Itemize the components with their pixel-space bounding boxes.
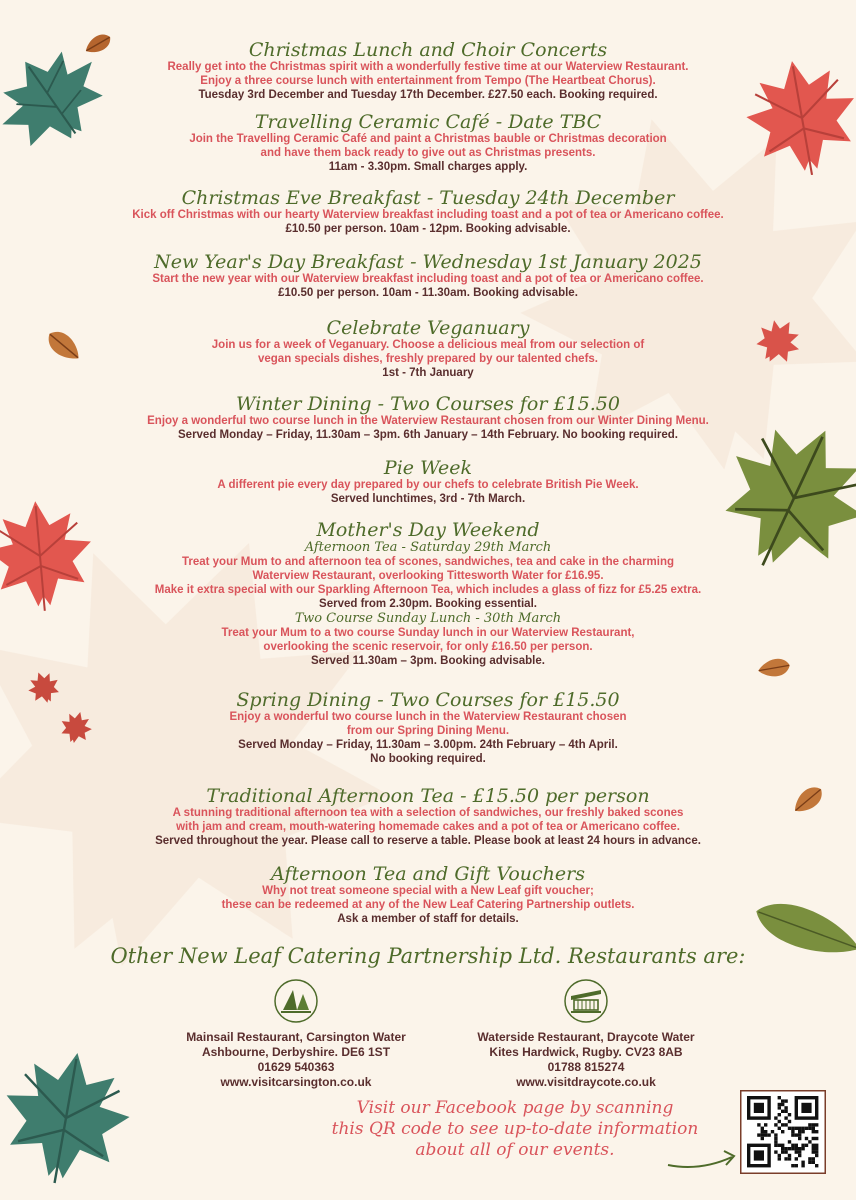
event-details: Tuesday 3rd December and Tuesday 17th December. £27.50 each. Booking required. bbox=[198, 89, 658, 101]
event-description: Treat your Mum to and afternoon tea of scones, sandwiches, tea and cake in the charming bbox=[181, 556, 675, 568]
facebook-line: about all of our events. bbox=[415, 1140, 615, 1160]
event-subtitle: Afternoon Tea - Saturday 29th March bbox=[304, 540, 552, 555]
event-title: Christmas Lunch and Choir Concerts bbox=[248, 39, 608, 61]
event-description: A different pie every day prepared by our chefs to celebrate British Pie Week. bbox=[217, 479, 639, 491]
event-title: Pie Week bbox=[383, 457, 473, 479]
event-title: Christmas Eve Breakfast - Tuesday 24th December bbox=[181, 187, 675, 209]
event-block bbox=[0, 520, 856, 668]
event-block bbox=[0, 318, 856, 380]
event-details: £10.50 per person. 10am - 11.30am. Booking advisable. bbox=[278, 287, 578, 299]
event-details: Served Monday – Friday, 11.30am – 3pm. 6th January – 14th February. No booking required. bbox=[178, 429, 678, 441]
event-details: Served Monday – Friday, 11.30am – 3.00pm. 24th February – 4th April. bbox=[238, 739, 618, 751]
event-block bbox=[0, 394, 856, 442]
event-description: Join us for a week of Veganuary. Choose a delicious meal from our selection of bbox=[211, 339, 645, 351]
event-subtitle: Two Course Sunday Lunch - 30th March bbox=[294, 611, 562, 626]
event-title: Mother's Day Weekend bbox=[316, 519, 540, 541]
event-description: Start the new year with our Waterview breakfast including toast and a pot of tea or Americano coffee. bbox=[152, 273, 704, 285]
event-details: Served 11.30am – 3pm. Booking advisable. bbox=[311, 655, 545, 667]
event-title: Traditional Afternoon Tea - £15.50 per person bbox=[206, 785, 650, 807]
event-details: 11am - 3.30pm. Small charges apply. bbox=[328, 161, 528, 173]
event-description: Really get into the Christmas spirit with a wonderfully festive time at our Waterview Restaurant. bbox=[167, 61, 689, 73]
event-details: 1st - 7th January bbox=[382, 367, 474, 379]
event-block bbox=[0, 40, 856, 102]
event-description: vegan specials dishes, freshly prepared by our talented chefs. bbox=[257, 353, 598, 365]
event-details: £10.50 per person. 10am - 12pm. Booking advisable. bbox=[285, 223, 571, 235]
venue-website-link[interactable]: www.visitcarsington.co.uk bbox=[220, 1075, 372, 1089]
venue-phone[interactable]: 01629 540363 bbox=[257, 1060, 335, 1074]
event-description: Make it extra special with our Sparkling Afternoon Tea, which includes a glass of fizz for £5.25 extra. bbox=[154, 584, 702, 596]
event-block bbox=[0, 458, 856, 506]
event-description: from our Spring Dining Menu. bbox=[346, 725, 510, 737]
event-block bbox=[0, 690, 856, 766]
event-details: Served throughout the year. Please call to reserve a table. Please book at least 24 hours in advance. bbox=[155, 835, 701, 847]
event-title: Afternoon Tea and Gift Vouchers bbox=[271, 863, 585, 885]
event-description: these can be redeemed at any of the New Leaf Catering Partnership outlets. bbox=[221, 899, 635, 911]
event-title: New Year's Day Breakfast - Wednesday 1st January 2025 bbox=[154, 251, 702, 273]
event-title: Winter Dining - Two Courses for £15.50 bbox=[236, 393, 620, 415]
event-title: Spring Dining - Two Courses for £15.50 bbox=[236, 689, 620, 711]
venue-address: Kites Hardwick, Rugby. CV23 8AB bbox=[489, 1045, 683, 1059]
facebook-line: Visit our Facebook page by scanning bbox=[356, 1098, 674, 1118]
event-block bbox=[0, 786, 856, 848]
event-description: and have them back ready to give out as Christmas presents. bbox=[260, 147, 596, 159]
event-description: with jam and cream, mouth-watering homemade cakes and a pot of tea or Americano coffee. bbox=[176, 821, 680, 833]
event-block bbox=[0, 188, 856, 236]
venue-address: Ashbourne, Derbyshire. DE6 1ST bbox=[201, 1045, 391, 1059]
event-description: Enjoy a wonderful two course lunch in the Waterview Restaurant chosen from our Winter Dining Menu. bbox=[147, 415, 709, 427]
event-block bbox=[0, 112, 856, 174]
facebook-line: this QR code to see up-to-date information bbox=[331, 1119, 699, 1139]
event-description: Enjoy a three course lunch with entertainment from Tempo (The Heartbeat Chorus). bbox=[200, 75, 656, 87]
event-description: Waterview Restaurant, overlooking Tittesworth Water for £16.95. bbox=[252, 570, 604, 582]
event-title: Celebrate Veganuary bbox=[326, 317, 530, 339]
event-description: overlooking the scenic reservoir, for only £16.50 per person. bbox=[263, 641, 593, 653]
event-block bbox=[0, 252, 856, 300]
event-description: Kick off Christmas with our hearty Waterview breakfast including toast and a pot of tea or Americano coffee. bbox=[132, 209, 724, 221]
event-description: Enjoy a wonderful two course lunch in the Waterview Restaurant chosen bbox=[229, 711, 627, 723]
other-restaurants-heading: Other New Leaf Catering Partnership Ltd. Restaurants are: bbox=[110, 944, 746, 968]
venue-website-link[interactable]: www.visitdraycote.co.uk bbox=[516, 1075, 656, 1089]
event-details: No booking required. bbox=[370, 753, 486, 765]
event-details: Served from 2.30pm. Booking essential. bbox=[319, 598, 537, 610]
event-description: Join the Travelling Ceramic Café and paint a Christmas bauble or Christmas decoration bbox=[189, 133, 667, 145]
venue-name: Waterside Restaurant, Draycote Water bbox=[477, 1030, 695, 1044]
venue-phone[interactable]: 01788 815274 bbox=[547, 1060, 625, 1074]
event-block bbox=[0, 864, 856, 926]
event-title: Travelling Ceramic Café - Date TBC bbox=[254, 111, 602, 133]
event-details: Ask a member of staff for details. bbox=[337, 913, 519, 925]
event-description: A stunning traditional afternoon tea with a selection of sandwiches, our freshly baked scones bbox=[172, 807, 684, 819]
event-description: Treat your Mum to a two course Sunday lunch in our Waterview Restaurant, bbox=[221, 627, 635, 639]
event-description: Why not treat someone special with a New Leaf gift voucher; bbox=[262, 885, 594, 897]
event-details: Served lunchtimes, 3rd - 7th March. bbox=[330, 493, 526, 505]
venue-name: Mainsail Restaurant, Carsington Water bbox=[186, 1030, 406, 1044]
